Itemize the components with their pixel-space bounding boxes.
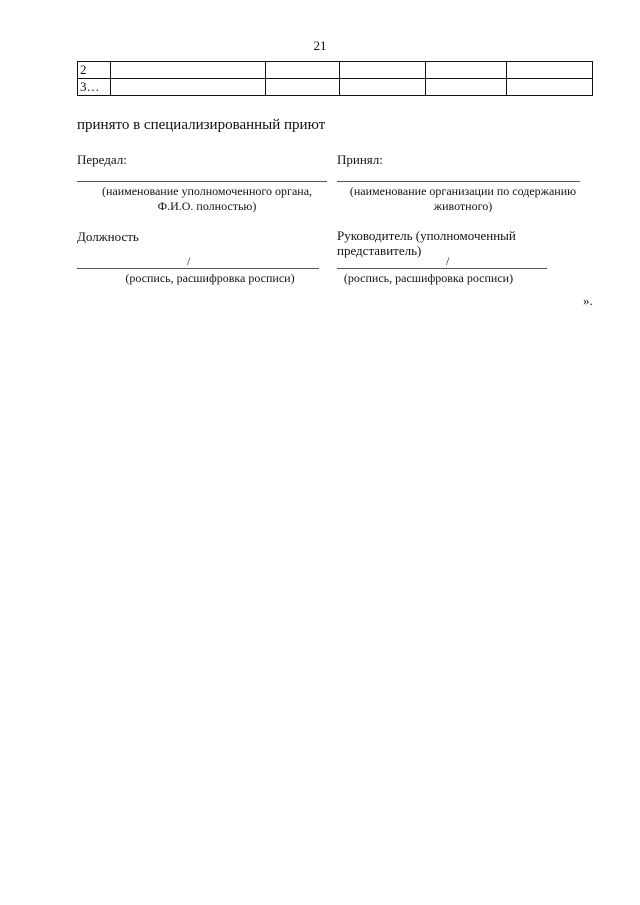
accepted-by-signature-line (337, 268, 547, 269)
table-cell (110, 79, 265, 96)
closing-quote: ». (583, 293, 593, 308)
table-cell (426, 62, 507, 79)
table-cell (110, 62, 265, 79)
accepted-statement: принято в специализированный приют (77, 117, 326, 133)
caption-line: Ф.И.О. полностью) (157, 199, 257, 213)
label-line: Руководитель (уполномоченный (337, 228, 516, 243)
table-cell (507, 79, 593, 96)
signature-divider: / (187, 254, 191, 268)
table-cell (340, 62, 426, 79)
label-line: представитель) (337, 243, 422, 258)
position-label: Должность (77, 229, 139, 244)
table-cell (265, 79, 340, 96)
table-cell (340, 79, 426, 96)
accepted-by-org-line (337, 181, 580, 182)
table-row (78, 62, 593, 79)
handed-over-signature-caption: (роспись, расшифровка росписи) (125, 271, 295, 285)
table-cell: 3… (78, 79, 111, 96)
accepted-by-org-caption (337, 184, 589, 214)
table-cell (426, 79, 507, 96)
table-cell (507, 62, 593, 79)
page-number: 21 (313, 38, 327, 53)
table-cell (265, 62, 340, 79)
animals-table (77, 61, 593, 96)
handed-over-heading: Передал: (77, 152, 127, 167)
caption-line: (наименование уполномоченного органа, (101, 184, 313, 198)
accepted-by-signature-caption: (роспись, расшифровка росписи) (343, 271, 514, 285)
handed-over-org-line (77, 181, 327, 182)
table-row (78, 79, 593, 96)
signature-divider: / (446, 254, 450, 268)
handed-over-signature-line (77, 268, 319, 269)
handed-over-org-caption (77, 184, 337, 214)
head-label (337, 228, 516, 258)
table-cell: 2 (78, 62, 111, 79)
accepted-by-heading: Принял: (337, 152, 383, 167)
caption-line: (наименование организации по содержанию (349, 184, 577, 198)
caption-line: животного) (433, 199, 493, 213)
